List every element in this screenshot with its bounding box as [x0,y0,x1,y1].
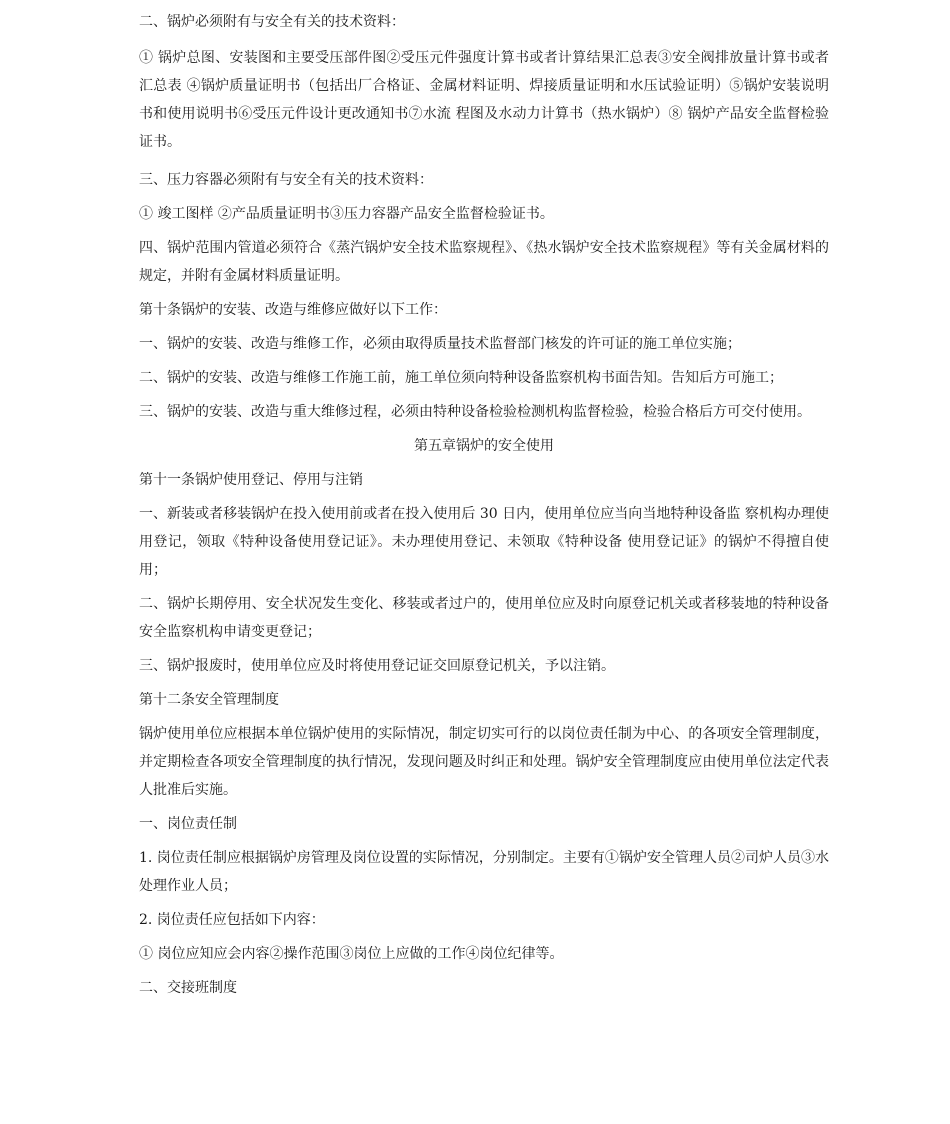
paragraph-pipeline-requirement: 四、锅炉范围内管道必须符合《蒸汽锅炉安全技术监察规程》、《热水锅炉安全技术监察规程》等有关金属材料的规定，并附有金属材料质量证明。 [139,240,829,284]
article-11-item-1: 一、新装或者移装锅炉在投入使用前或者在投入使用后 30 日内，使用单位应当向当地特种设备监 察机构办理使用登记，领取《特种设备使用登记证》。未办理使用登记、未领取《特种设备 使用登记证》的锅炉不得擅自使用； [139,506,829,578]
article-10-item-1: 一、锅炉的安装、改造与维修工作，必须由取得质量技术监督部门核发的许可证的施工单位实施； [139,336,741,352]
paragraph-boiler-docs-heading: 二、锅炉必须附有与安全有关的技术资料： [139,14,405,30]
paragraph-vessel-docs-list: ① 竣工图样 ②产品质量证明书③压力容器产品安全监督检验证书。 [139,206,554,222]
article-11-item-3: 三、锅炉报废时，使用单位应及时将使用登记证交回原登记机关，予以注销。 [139,658,615,674]
paragraph-boiler-docs-list: ① 锅炉总图、安装图和主要受压部件图②受压元件强度计算书或者计算结果汇总表③安全阀排放量计算书或者汇总表 ④锅炉质量证明书（包括出厂合格证、金属材料证明、焊接质量证明和水压试验证明）⑤锅炉安装说明书和使用说明书⑥受压元件设计更改通知书⑦水流 程图及水动力计算书（热水锅炉）⑧ 锅炉产品安全监督检验证书。 [139,50,829,150]
post-responsibility-item-2-list: ① 岗位应知应会内容②操作范围③岗位上应做的工作④岗位纪律等。 [139,946,564,962]
article-11-item-2: 二、锅炉长期停用、安全状况发生变化、移装或者过户的，使用单位应及时向原登记机关或者移装地的特种设备安全监察机构申请变更登记； [139,596,829,640]
document-page [139,8,829,1008]
article-10-item-3: 三、锅炉的安装、改造与重大维修过程，必须由特种设备检验检测机构监督检验，检验合格后方可交付使用。 [139,404,811,420]
article-12-body: 锅炉使用单位应根据本单位锅炉使用的实际情况，制定切实可行的以岗位责任制为中心、的各项安全管理制度，并定期检查各项安全管理制度的执行情况，发现问题及时纠正和处理。锅炉安全管理制度应由使用单位法定代表人批准后实施。 [139,726,829,798]
article-10-title: 第十条锅炉的安装、改造与维修应做好以下工作： [139,302,447,318]
article-11-title: 第十一条锅炉使用登记、停用与注销 [139,472,363,488]
post-responsibility-item-2: 2. 岗位责任应包括如下内容： [139,912,325,928]
section-shift-handover: 二、交接班制度 [139,980,237,996]
article-12-title: 第十二条安全管理制度 [139,692,279,708]
section-post-responsibility: 一、岗位责任制 [139,816,237,832]
article-10-item-2: 二、锅炉的安装、改造与维修工作施工前，施工单位须向特种设备监察机构书面告知。告知后方可施工； [139,370,783,386]
paragraph-vessel-docs-heading: 三、压力容器必须附有与安全有关的技术资料： [139,172,433,188]
chapter-5-title: 第五章锅炉的安全使用 [414,438,554,454]
post-responsibility-item-1: 1. 岗位责任制应根据锅炉房管理及岗位设置的实际情况，分别制定。主要有①锅炉安全管理人员②司炉人员③水处理作业人员； [139,850,829,894]
